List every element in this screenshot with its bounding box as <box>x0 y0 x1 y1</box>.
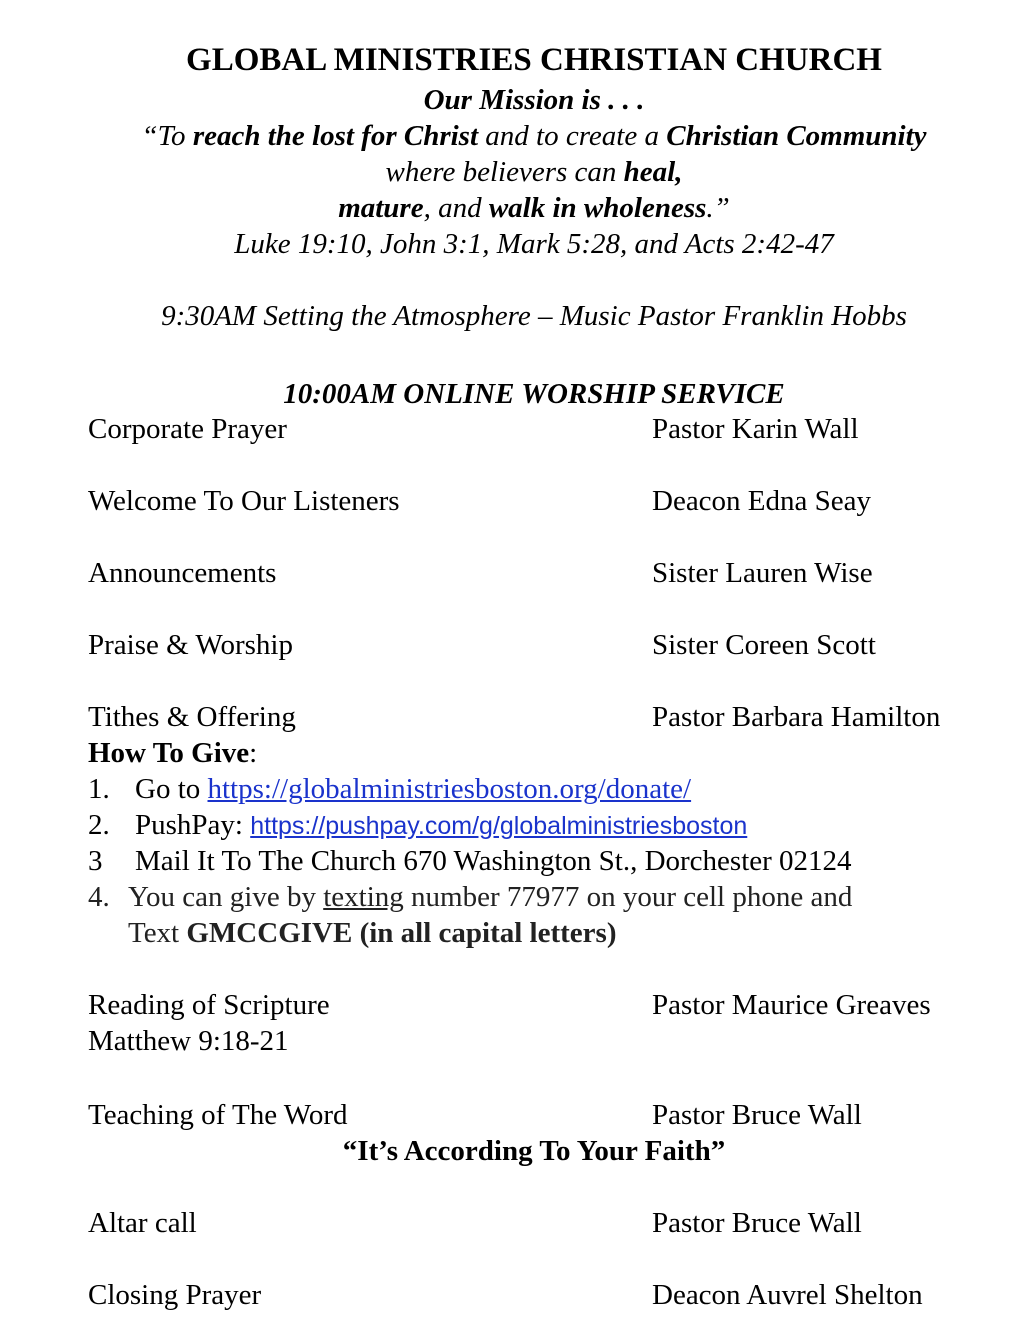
giving-heading <box>88 736 257 770</box>
program-leader: Deacon Auvrel Shelton <box>652 1279 923 1311</box>
giving-step-3 <box>88 844 852 878</box>
program-item: Altar call <box>88 1207 197 1239</box>
step-text: Text <box>128 917 187 949</box>
mission-line-1 <box>0 118 1012 154</box>
mission-line-3 <box>0 190 1012 226</box>
mission-text: “To <box>141 120 193 152</box>
giving-step-4 <box>88 880 852 914</box>
program-item: Welcome To Our Listeners <box>88 485 400 517</box>
step-text: PushPay: <box>135 809 251 841</box>
step-number: 1. <box>88 773 110 805</box>
mission-text: and to create a <box>478 120 667 152</box>
scripture-references: Luke 19:10, John 3:1, Mark 5:28, and Acts 2:42-47 <box>234 228 834 260</box>
giving-step-1 <box>88 772 691 806</box>
service-title: 10:00AM ONLINE WORSHIP SERVICE <box>283 378 785 410</box>
step-text: You can give by <box>128 881 324 913</box>
mission-intro: Our Mission is . . . <box>423 84 645 116</box>
mission-text: .” <box>706 192 730 224</box>
giving-heading-label: How To Give <box>88 737 250 769</box>
program-item: Teaching of The Word <box>88 1099 348 1131</box>
program-leader: Pastor Maurice Greaves <box>652 989 931 1021</box>
program-leader: Deacon Edna Seay <box>652 485 872 517</box>
giving-step-2 <box>88 808 747 843</box>
program-leader: Pastor Bruce Wall <box>652 1207 862 1239</box>
program-item: Corporate Prayer <box>88 413 287 445</box>
mission-text: , and <box>423 192 489 224</box>
program-item: Announcements <box>88 557 277 589</box>
step-text: Go to <box>135 773 208 805</box>
program-leader: Pastor Bruce Wall <box>652 1099 862 1131</box>
sermon-title: “It’s According To Your Faith” <box>342 1135 726 1167</box>
mission-line-2 <box>0 154 1012 190</box>
scripture-passage: Matthew 9:18-21 <box>88 1025 289 1057</box>
giving-heading-colon: : <box>249 737 258 769</box>
mission-emphasis: reach the lost for Christ <box>192 120 479 152</box>
donate-link[interactable]: https://globalministriesboston.org/donate/ <box>207 773 692 805</box>
program-leader: Sister Coreen Scott <box>652 629 876 661</box>
program-leader: Pastor Karin Wall <box>652 413 859 445</box>
program-item: Tithes & Offering <box>88 701 296 733</box>
step-number: 4. <box>88 881 110 913</box>
step-text: number 77977 on your cell phone and <box>403 881 853 913</box>
giving-step-4-line-2 <box>128 916 616 950</box>
program-item: Praise & Worship <box>88 629 293 661</box>
mission-emphasis: walk in wholeness <box>488 192 707 224</box>
mission-text: where believers can <box>385 156 624 188</box>
step-text: Mail It To The Church 670 Washington St., Dorchester 02124 <box>135 845 852 877</box>
program-item: Reading of Scripture <box>88 989 330 1021</box>
mission-emphasis: heal, <box>623 156 683 188</box>
text-keyword: GMCCGIVE (in all capital letters) <box>186 917 617 949</box>
program-leader: Sister Lauren Wise <box>652 557 873 589</box>
program-item: Closing Prayer <box>88 1279 262 1311</box>
church-name: GLOBAL MINISTRIES CHRISTIAN CHURCH <box>186 42 882 78</box>
mission-emphasis: mature <box>338 192 424 224</box>
step-number: 3 <box>88 845 103 877</box>
pushpay-link[interactable]: https://pushpay.com/g/globalministriesboston <box>250 812 748 840</box>
step-text-underlined: texting <box>323 881 404 913</box>
mission-emphasis: Christian Community <box>666 120 927 152</box>
program-leader: Pastor Barbara Hamilton <box>652 701 941 733</box>
atmosphere-line: 9:30AM Setting the Atmosphere – Music Pastor Franklin Hobbs <box>161 300 907 332</box>
step-number: 2. <box>88 809 110 841</box>
